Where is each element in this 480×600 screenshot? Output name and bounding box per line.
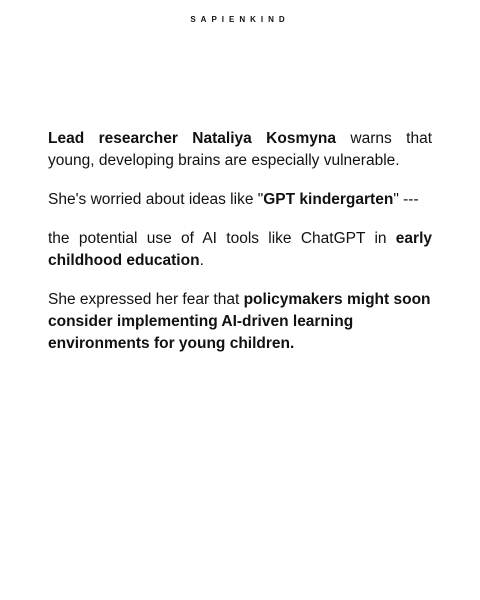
emphasis-policymakers: policymakers might soon consider implementing AI-driven learning environments for young children. (48, 291, 431, 352)
paragraph-text: the potential use of AI tools like ChatGPT in (48, 230, 396, 247)
article-body (48, 128, 432, 372)
paragraph-text: warns that young, developing brains are especially vulnerable. (48, 130, 432, 169)
paragraph-policymakers (48, 289, 432, 355)
paragraph-text: " --- (393, 191, 419, 208)
paragraph-text: She expressed her fear that (48, 291, 244, 308)
paragraph-gpt-kindergarten (48, 189, 432, 211)
emphasis-early-childhood: early childhood education (48, 230, 432, 269)
researcher-name: Lead researcher Nataliya Kosmyna (48, 130, 336, 147)
emphasis-gpt-kindergarten: GPT kindergarten (263, 191, 394, 208)
paragraph-ai-tools (48, 228, 432, 272)
paragraph-text: . (199, 252, 204, 269)
paragraph-text: She's worried about ideas like " (48, 191, 264, 208)
paragraph-lead-researcher (48, 128, 432, 172)
brand-wordmark: SAPIENKIND (190, 15, 290, 24)
